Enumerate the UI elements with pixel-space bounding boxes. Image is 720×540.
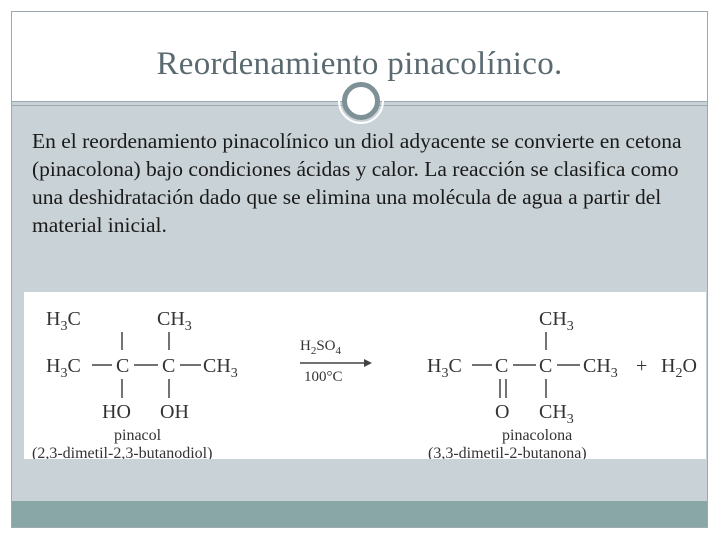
byproduct-water: $H_2O$ [661,355,697,381]
reactant-name: pinacol [114,427,162,444]
slide-body-text: En el reordenamiento pinacolínico un diol adyacente se convierte en cetona (pinacolona) bajo condiciones ácidas y calor. La reacción se clasifica como una deshidratación dado que se elimina una molécula de agua a partir del material inicial. [32,129,682,237]
circle-ornament-icon [342,82,380,120]
reaction-diagram [24,292,706,459]
reactant-center1: C [116,355,130,377]
slide-title: Reordenamiento pinacolínico. [156,46,563,82]
reactant-right: $CH_3$ [203,355,238,381]
reactant-bottom-right: OH [160,401,189,423]
byproduct-plus: + [636,355,648,377]
product-bottom-right: $CH_3$ [539,401,574,427]
product-top: $CH_3$ [539,308,574,334]
product-name: pinacolona [502,427,573,444]
reaction-temperature: 100°C [304,369,343,385]
reaction-svg [24,292,706,459]
product-center2: C [539,355,553,377]
reaction-reagent: $H_2SO_4$ [300,338,342,357]
slide-frame [11,11,708,528]
product-iupac: (3,3-dimetil-2-butanona) [428,445,587,459]
reactant-top-right: $CH_3$ [157,308,192,334]
reaction-arrowhead-icon [364,359,372,367]
reactant-left: $H_3C$ [46,355,81,381]
footer-bar [12,501,707,527]
reactant-iupac: (2,3-dimetil-2,3-butanodiol) [32,445,213,459]
product-left: $H_3C$ [427,355,462,381]
product-bottom-left: O [495,401,510,423]
product-right: $CH_3$ [583,355,618,381]
reactant-bottom-left: HO [102,401,131,423]
reactant-center2: C [162,355,176,377]
reactant-top-left: $H_3C$ [46,308,81,334]
product-center1: C [495,355,509,377]
